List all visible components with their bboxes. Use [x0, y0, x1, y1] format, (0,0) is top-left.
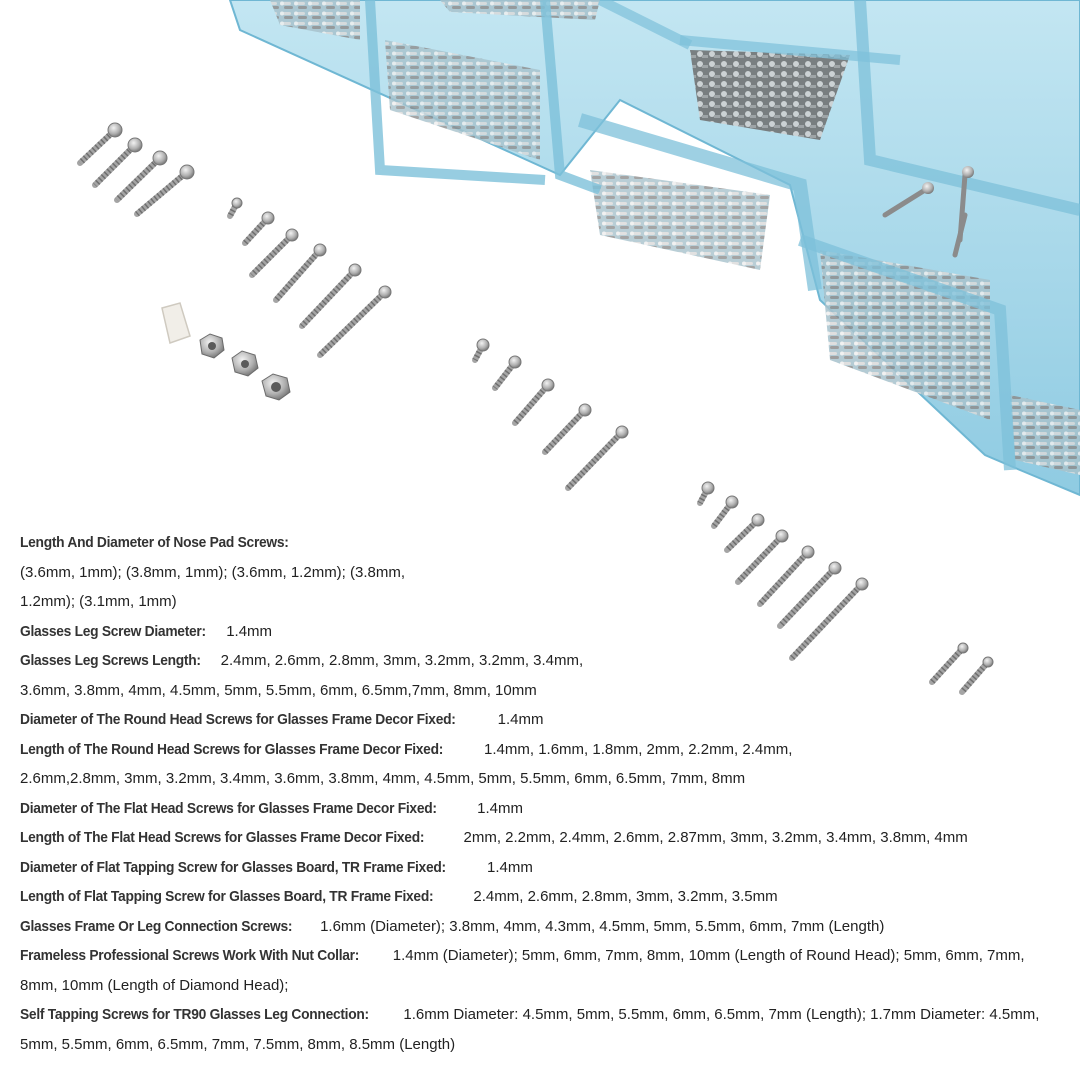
screw-icon — [545, 404, 591, 452]
spec-value: 1.4mm (Diameter); 5mm, 6mm, 7mm, 8mm, 10mm (Length of Round Head); 5mm, 6mm, 7mm, 8mm, 10mm (Length of Diamond Head); — [20, 947, 1025, 994]
spec-value: 1.4mm — [477, 799, 523, 817]
screw-icon — [475, 339, 489, 360]
spec-flat-tapping-length — [20, 882, 1065, 912]
specification-list — [20, 528, 1065, 1059]
storage-box — [230, 0, 1080, 495]
spec-leg-screw-diameter — [20, 617, 1065, 647]
spec-label: Self Tapping Screws for TR90 Glasses Leg Connection: — [20, 1006, 369, 1023]
spec-connection-screws — [20, 912, 1065, 942]
screw-icon — [714, 496, 738, 526]
spec-label: Glasses Leg Screws Length: — [20, 652, 201, 669]
spec-label: Frameless Professional Screws Work With Nut Collar: — [20, 947, 360, 964]
spec-round-head-diameter — [20, 705, 1065, 735]
spec-value: 2.4mm, 2.6mm, 2.8mm, 3mm, 3.2mm, 3.5mm — [473, 888, 778, 905]
screw-icon — [252, 229, 298, 275]
screw-icon — [80, 123, 122, 163]
spec-value: 1.4mm — [226, 622, 273, 640]
screw-icon — [230, 198, 242, 216]
spec-value: (3.6mm, 1mm); (3.8mm, 1mm); (3.6mm, 1.2mm); (3.8mm, 1.2mm); (3.1mm, 1mm) — [20, 563, 406, 610]
spec-round-head-length — [20, 735, 890, 794]
spec-leg-screws-length — [20, 646, 630, 705]
spec-value: 1.4mm — [497, 711, 544, 728]
spec-label: Diameter of The Flat Head Screws for Glasses Frame Decor Fixed: — [20, 799, 437, 817]
spec-flat-head-length — [20, 823, 1065, 853]
spec-nose-pad-screws — [20, 528, 450, 617]
spec-label: Length of The Flat Head Screws for Glasses Frame Decor Fixed: — [20, 829, 425, 846]
spec-value: 2mm, 2.2mm, 2.4mm, 2.6mm, 2.87mm, 3mm, 3.2mm, 3.4mm, 3.8mm, 4mm — [463, 829, 968, 846]
screw-icon — [700, 482, 714, 503]
spec-value: 2.4mm, 2.6mm, 2.8mm, 3mm, 3.2mm, 3.2mm, 3.4mm, 3.6mm, 3.8mm, 4mm, 4.5mm, 5mm, 5.5mm, 6mm, 6.5mm,7mm, 8mm, 10mm — [20, 652, 584, 699]
spec-value: 1.6mm Diameter: 4.5mm, 5mm, 5.5mm, 6mm, 6.5mm, 7mm (Length); 1.7mm Diameter: 4.5mm, 5mm, 5.5mm, 6mm, 6.5mm, 7mm, 7.5mm, 8mm, 8.5mm (Length) — [20, 1006, 1040, 1053]
spec-label: Diameter of The Round Head Screws for Glasses Frame Decor Fixed: — [20, 711, 456, 728]
spec-label: Length of Flat Tapping Screw for Glasses Board, TR Frame Fixed: — [20, 888, 434, 905]
hex-nut-icon — [262, 374, 290, 400]
hex-nut-icon — [232, 351, 258, 376]
screw-icon — [276, 244, 326, 300]
spec-label: Glasses Frame Or Leg Connection Screws: — [20, 917, 293, 935]
nut-collars — [162, 303, 290, 400]
spec-value: 1.4mm — [487, 858, 533, 876]
screw-icon — [568, 426, 628, 488]
screw-icon — [515, 379, 554, 423]
spec-value: 1.6mm (Diameter); 3.8mm, 4mm, 4.3mm, 4.5mm, 5mm, 5.5mm, 6mm, 7mm (Length) — [320, 917, 885, 935]
spec-label: Length And Diameter of Nose Pad Screws: — [20, 534, 289, 551]
spec-value: 1.4mm, 1.6mm, 1.8mm, 2mm, 2.2mm, 2.4mm, 2.6mm,2.8mm, 3mm, 3.2mm, 3.4mm, 3.6mm, 3.8mm, 4mm, 4.5mm, 5mm, 5.5mm, 6mm, 6.5mm, 7mm, 8mm — [20, 740, 793, 787]
hex-nut-icon — [200, 334, 224, 358]
spec-label: Glasses Leg Screw Diameter: — [20, 622, 206, 640]
spec-flat-head-diameter — [20, 794, 1065, 824]
spec-flat-tapping-diameter — [20, 853, 1065, 883]
screw-icon — [495, 356, 521, 388]
spec-self-tapping-tr90 — [20, 1000, 1065, 1059]
screw-icon — [302, 264, 361, 326]
spec-frameless-screws — [20, 941, 1065, 1000]
screw-icon — [245, 212, 274, 243]
spec-label: Length of The Round Head Screws for Glasses Frame Decor Fixed: — [20, 740, 444, 758]
spec-label: Diameter of Flat Tapping Screw for Glasses Board, TR Frame Fixed: — [20, 858, 446, 876]
